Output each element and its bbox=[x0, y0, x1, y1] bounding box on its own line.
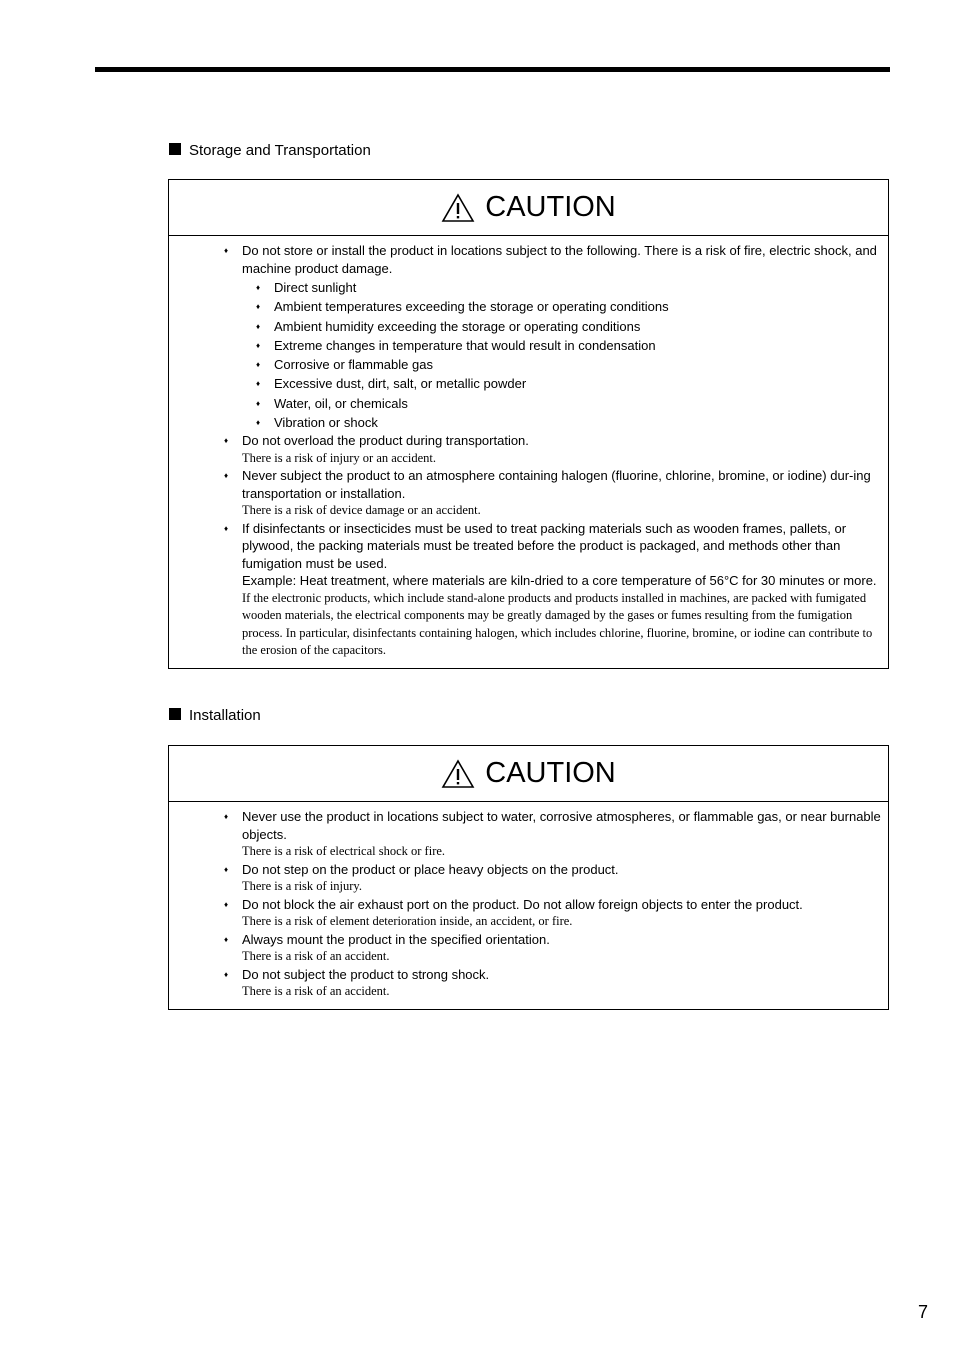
caution-title: CAUTION bbox=[485, 191, 616, 223]
list-item-note: There is a risk of element deterioration inside, an accident, or fire. bbox=[242, 914, 573, 928]
diamond-bullet-icon: ♦ bbox=[224, 436, 229, 446]
list-item-note: There is a risk of injury or an accident. bbox=[242, 450, 437, 465]
sub-list-item: ♦ Water, oil, or chemicals bbox=[169, 394, 882, 413]
list-item-note: There is a risk of an accident. bbox=[242, 984, 390, 998]
caution-box-installation bbox=[168, 745, 889, 1010]
list-item: ♦ Never use the product in locations subject to water, corrosive atmospheres, or flammable gas, or near burnable objects. bbox=[224, 809, 881, 842]
top-rule bbox=[95, 67, 890, 72]
diamond-bullet-icon: ♦ bbox=[256, 302, 261, 312]
diamond-bullet-icon: ♦ bbox=[256, 398, 261, 408]
diamond-bullet-icon: ♦ bbox=[256, 321, 261, 331]
list-item-note: There is a risk of an accident. bbox=[242, 949, 390, 963]
caution-box-storage bbox=[168, 179, 889, 669]
sub-list-item: ♦ Excessive dust, dirt, salt, or metallic powder bbox=[169, 374, 882, 393]
diamond-bullet-icon: ♦ bbox=[224, 899, 229, 909]
list-item: ♦ Do not step on the product or place heavy objects on the product. bbox=[224, 861, 619, 877]
diamond-bullet-icon: ♦ bbox=[224, 812, 229, 821]
sub-list-item: ♦ Corrosive or flammable gas bbox=[169, 355, 882, 374]
sub-list-item: ♦ Vibration or shock bbox=[169, 413, 882, 432]
sub-list-item: ♦ Ambient temperatures exceeding the storage or operating conditions bbox=[169, 297, 882, 316]
diamond-bullet-icon: ♦ bbox=[224, 934, 229, 944]
caution-body bbox=[169, 236, 888, 668]
diamond-bullet-icon: ♦ bbox=[224, 523, 229, 533]
sub-list-item: ♦ Direct sunlight bbox=[169, 278, 882, 297]
diamond-bullet-icon: ♦ bbox=[256, 418, 261, 428]
diamond-bullet-icon: ♦ bbox=[256, 340, 261, 350]
list-item: ♦ Do not subject the product to strong shock. bbox=[224, 966, 490, 982]
caution-header bbox=[169, 746, 888, 802]
list-item-example: Example: Heat treatment, where materials are kiln-dried to a core temperature of 56°C for 30 minutes or more. bbox=[242, 573, 877, 589]
list-item-note: If the electronic products, which include stand-alone products and products installed in machines, are packed with fumigated wooden materials, the electrical components may be greatly damaged by the gases or fumes resulting from the fumigation process. In particular, disinfectants containing halogen, which includes chlorine, fluorine, bromine, or iodine can contribute to the erosion of the capacitors. bbox=[242, 590, 873, 658]
list-item: ♦ Always mount the product in the specified orientation. bbox=[224, 931, 550, 947]
list-item: ♦ Do not store or install the product in locations subject to the following. There is a risk of fire, electric shock, and machine product damage. bbox=[224, 243, 877, 276]
section-heading-installation: Installation bbox=[169, 707, 261, 725]
square-bullet-icon bbox=[169, 143, 181, 155]
caution-title: CAUTION bbox=[485, 757, 616, 789]
square-bullet-icon bbox=[169, 708, 181, 720]
list-item-note: There is a risk of electrical shock or fire. bbox=[242, 844, 446, 858]
section-heading-storage: Storage and Transportation bbox=[169, 142, 371, 160]
sub-list-item: ♦ Extreme changes in temperature that would result in condensation bbox=[169, 336, 882, 355]
warning-triangle-icon bbox=[441, 193, 475, 223]
diamond-bullet-icon: ♦ bbox=[256, 360, 261, 370]
diamond-bullet-icon: ♦ bbox=[224, 246, 229, 255]
page-number: 7 bbox=[918, 1302, 929, 1322]
diamond-bullet-icon: ♦ bbox=[256, 379, 261, 389]
list-item: ♦ If disinfectants or insecticides must be used to treat packing materials such as wooden frames, pallets, or plywood, the packing materials must be treated before the product is packaged, and methods other than fumigation must be used. bbox=[224, 520, 847, 571]
caution-header bbox=[169, 180, 888, 236]
list-item-note: There is a risk of device damage or an accident. bbox=[242, 503, 481, 518]
diamond-bullet-icon: ♦ bbox=[224, 471, 229, 481]
warning-triangle-icon bbox=[441, 759, 475, 789]
list-item-note: There is a risk of injury. bbox=[242, 879, 362, 893]
caution-body bbox=[169, 802, 888, 1009]
list-item: ♦ Do not block the air exhaust port on the product. Do not allow foreign objects to enter the product. bbox=[224, 896, 803, 912]
list-item: ♦ Never subject the product to an atmosphere containing halogen (fluorine, chlorine, bromine, or iodine) dur-ing transportation or installation. bbox=[224, 468, 871, 501]
list-item: ♦ Do not overload the product during transportation. bbox=[224, 433, 529, 449]
diamond-bullet-icon: ♦ bbox=[224, 969, 229, 979]
diamond-bullet-icon: ♦ bbox=[256, 283, 261, 292]
sub-list-item: ♦ Ambient humidity exceeding the storage or operating conditions bbox=[169, 317, 882, 336]
diamond-bullet-icon: ♦ bbox=[224, 864, 229, 874]
